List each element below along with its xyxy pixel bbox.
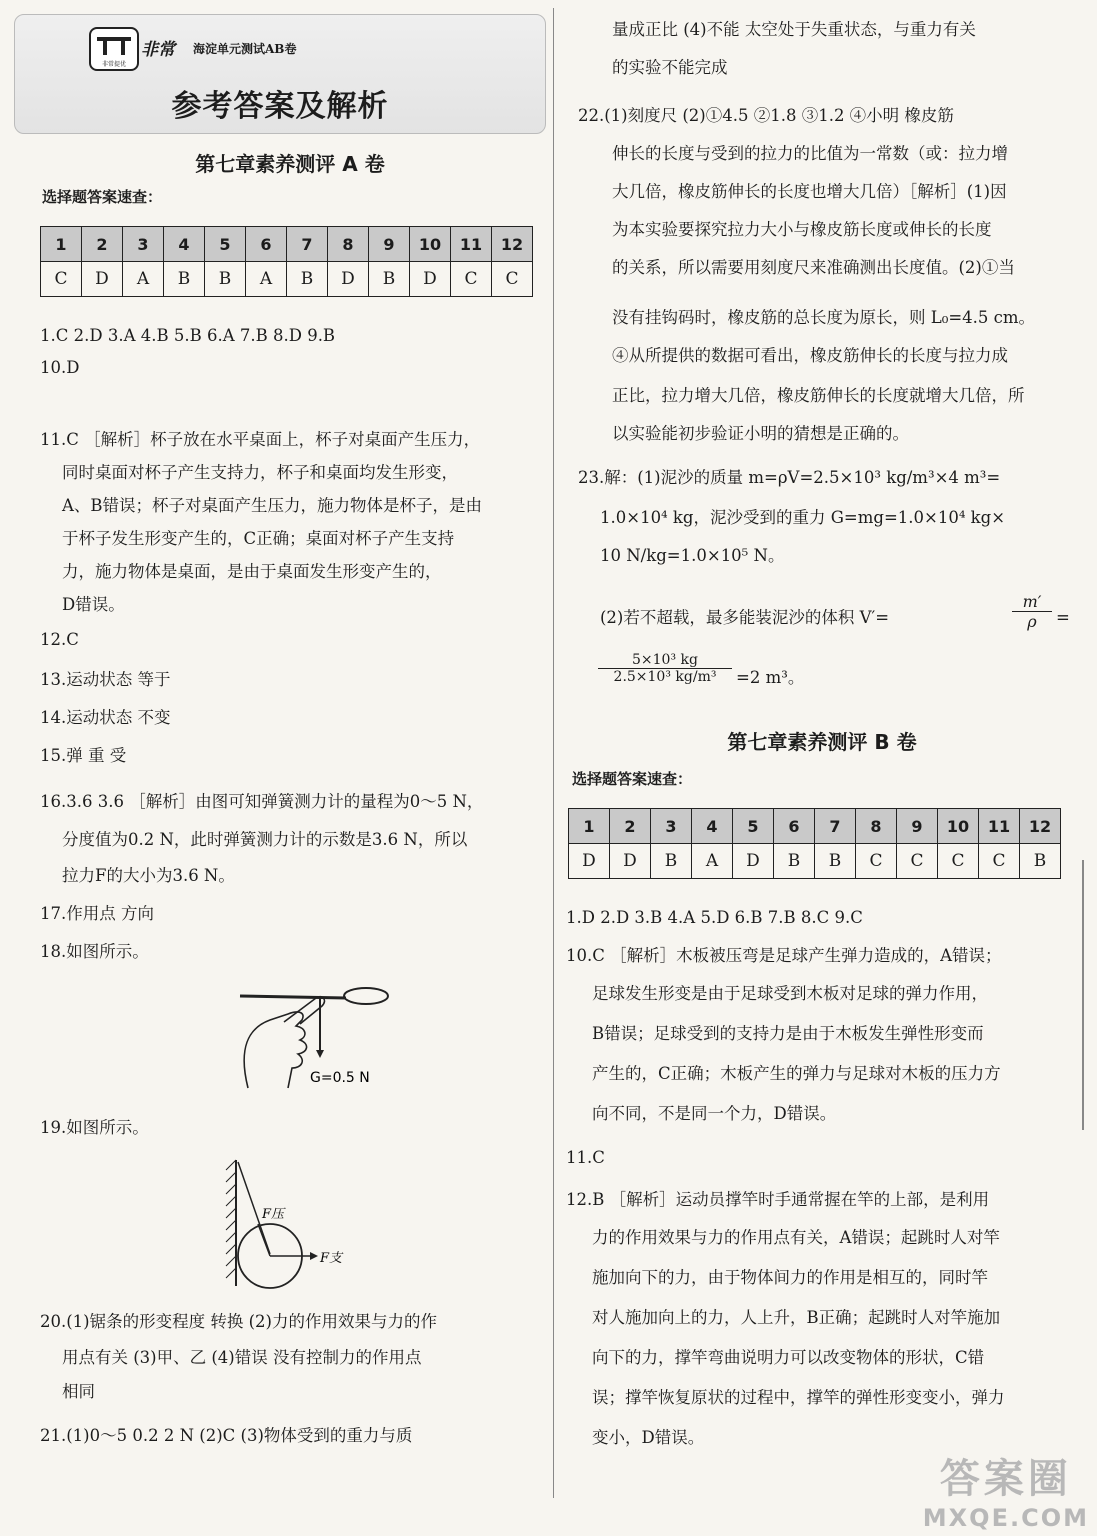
answer-line: 18.如图所示。 [40, 942, 149, 961]
thumb-outline [284, 997, 324, 1024]
section-b-answer-table [568, 808, 1061, 879]
tension-label: F压 [262, 1207, 285, 1222]
answer-line: 10.C ［解析］木板被压弯是足球产生弹力造成的，A错误； [566, 946, 1002, 965]
answer-line: 力，施力物体是桌面，是由于桌面发生形变产生的， [62, 562, 442, 581]
answer-line: 23.解：(1)泥沙的质量 m=ρV=2.5×10³ kg/m³×4 m³= [578, 468, 1001, 487]
hand-outline [244, 1012, 306, 1088]
section-a-answer-table [40, 226, 533, 297]
support-label: F支 [320, 1251, 343, 1266]
answer-line: 10.D [40, 358, 80, 377]
answer-line: 11.C ［解析］杯子放在水平桌面上，杯子对桌面产生压力， [40, 430, 481, 449]
answer-line: 对人施加向上的力，人上升，B正确；起跳时人对竿施加 [592, 1308, 1001, 1327]
answer-table-number-row: 1 2 3 4 5 6 7 8 9 10 11 12 [41, 227, 533, 262]
answer-line: A、B错误；杯子对桌面产生压力，施力物体是杯子，是由 [62, 496, 483, 515]
fraction-volume: 5×10³ kg 2.5×10³ kg/m³ [598, 652, 732, 685]
figure-19-ball-wall [222, 1158, 362, 1290]
answer-line: 没有挂钩码时，橡皮筋的总长度为原长，则 L₀=4.5 cm。 [612, 308, 1036, 327]
wall-hatching [226, 1160, 236, 1278]
answer-line: 20.(1)锯条的形变程度 转换 (2)力的作用效果与力的作 [40, 1312, 437, 1331]
answer-line: 拉力F的大小为3.6 N。 [62, 866, 235, 885]
answer-line: 力的作用效果与力的作用点有关，A错误；起跳时人对竿 [592, 1228, 1000, 1247]
section-a-title: 第七章素养测评 A 卷 [195, 152, 385, 176]
section-b-title: 第七章素养测评 B 卷 [727, 730, 917, 754]
answer-line: 产生的，C正确；木板产生的弹力与足球对木板的压力方 [592, 1064, 1001, 1083]
series-name: 海淀单元测试AB卷 [193, 42, 297, 56]
answer-line: ④从所提供的数据可看出，橡皮筋伸长的长度与拉力成 [612, 346, 1008, 365]
answer-line: 用点有关 (3)甲、乙 (4)错误 没有控制力的作用点 [62, 1348, 422, 1367]
answer-line: (2)若不超载，最多能装泥沙的体积 V′= [600, 608, 890, 627]
answer-line: 1.D 2.D 3.B 4.A 5.D 6.B 7.B 8.C 9.C [566, 908, 863, 927]
answer-line: 同时桌面对杯子产生支持力，杯子和桌面均发生形变， [62, 463, 458, 482]
answer-line: 于杯子发生形变产生的，C正确；桌面对杯子产生支持 [62, 529, 455, 548]
answer-line: 为本实验要探究拉力大小与橡皮筋长度或伸长的长度 [612, 220, 992, 239]
answer-line: 17.作用点 方向 [40, 904, 154, 923]
support-arrowhead [310, 1252, 318, 1260]
answer-line: 变小，D错误。 [592, 1428, 705, 1447]
answer-line: 22.(1)刻度尺 (2)①4.5 ②1.8 ③1.2 ④小明 橡皮筋 [578, 106, 954, 125]
answer-line: 16.3.6 3.6 ［解析］由图可知弹簧测力计的量程为0～5 N， [40, 792, 484, 811]
answer-line: B错误；足球受到的支持力是由于木板发生弹性形变而 [592, 1024, 984, 1043]
answer-line: 的实验不能完成 [612, 58, 728, 77]
answer-line: 14.运动状态 不变 [40, 708, 171, 727]
answer-line: 19.如图所示。 [40, 1118, 149, 1137]
answer-line: 误；撑竿恢复原状的过程中，撑竿的弹性形变变小，弹力 [592, 1388, 1005, 1407]
spoon-handle [240, 996, 346, 998]
answer-line: 的关系，所以需要用刻度尺来准确测出长度值。(2)①当 [612, 258, 1015, 277]
answer-line: 21.(1)0～5 0.2 2 N (2)C (3)物体受到的重力与质 [40, 1426, 413, 1445]
answer-line: 12.B ［解析］运动员撑竿时手通常握在竿的上部，是利用 [566, 1190, 990, 1209]
answer-line: 1.C 2.D 3.A 4.B 5.B 6.A 7.B 8.D 9.B [40, 326, 336, 345]
tension-arrow [258, 1224, 270, 1256]
publisher-logo: 非常提优 [89, 27, 139, 71]
page-title: 参考答案及解析 [171, 89, 389, 124]
column-divider [553, 8, 554, 1498]
gravity-arrowhead [316, 1050, 324, 1058]
answer-line: 13.运动状态 等于 [40, 670, 171, 689]
answer-line: 以实验能初步验证小明的猜想是正确的。 [612, 424, 909, 443]
answer-line: 分度值为0.2 N，此时弹簧测力计的示数是3.6 N，所以 [62, 830, 468, 849]
margin-rule [1082, 860, 1084, 1130]
answer-line: 15.弹 重 受 [40, 746, 127, 765]
section-a-quick-label: 选择题答案速查： [42, 188, 163, 206]
answer-line: 正比，拉力增大几倍，橡皮筋伸长的长度就增大几倍，所 [612, 386, 1025, 405]
answer-line: 向不同，不是同一个力，D错误。 [592, 1104, 837, 1123]
answer-line: 相同 [62, 1382, 95, 1401]
answer-line: D错误。 [62, 595, 125, 614]
spoon-bowl [344, 988, 388, 1004]
answer-line: 12.C [40, 630, 79, 649]
answer-line: 施加向下的力，由于物体间力的作用是相互的，同时竿 [592, 1268, 988, 1287]
section-b-quick-label: 选择题答案速查： [572, 770, 693, 788]
gravity-label: G=0.5 N [310, 1070, 370, 1086]
answer-line: 量成正比 (4)不能 太空处于失重状态，与重力有关 [612, 20, 976, 39]
header-banner [14, 14, 546, 134]
answer-line: 足球发生形变是由于足球受到木板对足球的弹力作用， [592, 984, 988, 1003]
answer-line: =2 m³。 [736, 668, 805, 687]
answer-line: 10 N/kg=1.0×10⁵ N。 [600, 546, 785, 565]
answer-table-answer-row: C D A B B A B D B D C C [41, 262, 533, 297]
answer-line: 伸长的长度与受到的拉力的比值为一常数（或：拉力增 [612, 144, 1008, 163]
figure-18-hand-spoon [228, 978, 418, 1098]
answer-table-number-row: 1 2 3 4 5 6 7 8 9 10 11 12 [569, 809, 1061, 844]
answer-line: 大几倍，橡皮筋伸长的长度也增大几倍）［解析］(1)因 [612, 182, 1007, 201]
fraction-equals: = [1056, 608, 1070, 627]
brand-name: 非常 [141, 40, 175, 60]
answer-line: 1.0×10⁴ kg，泥沙受到的重力 G=mg=1.0×10⁴ kg× [600, 508, 1006, 527]
answer-line: 向下的力，撑竿弯曲说明力可以改变物体的形状，C错 [592, 1348, 985, 1367]
site-watermark: 答案圈 MXQE.COM [922, 1456, 1089, 1532]
answer-line: 11.C [566, 1148, 605, 1167]
fraction-m-over-rho: m′ ρ [1012, 592, 1052, 631]
answer-table-answer-row: D D B A D B B C C C C B [569, 844, 1061, 879]
